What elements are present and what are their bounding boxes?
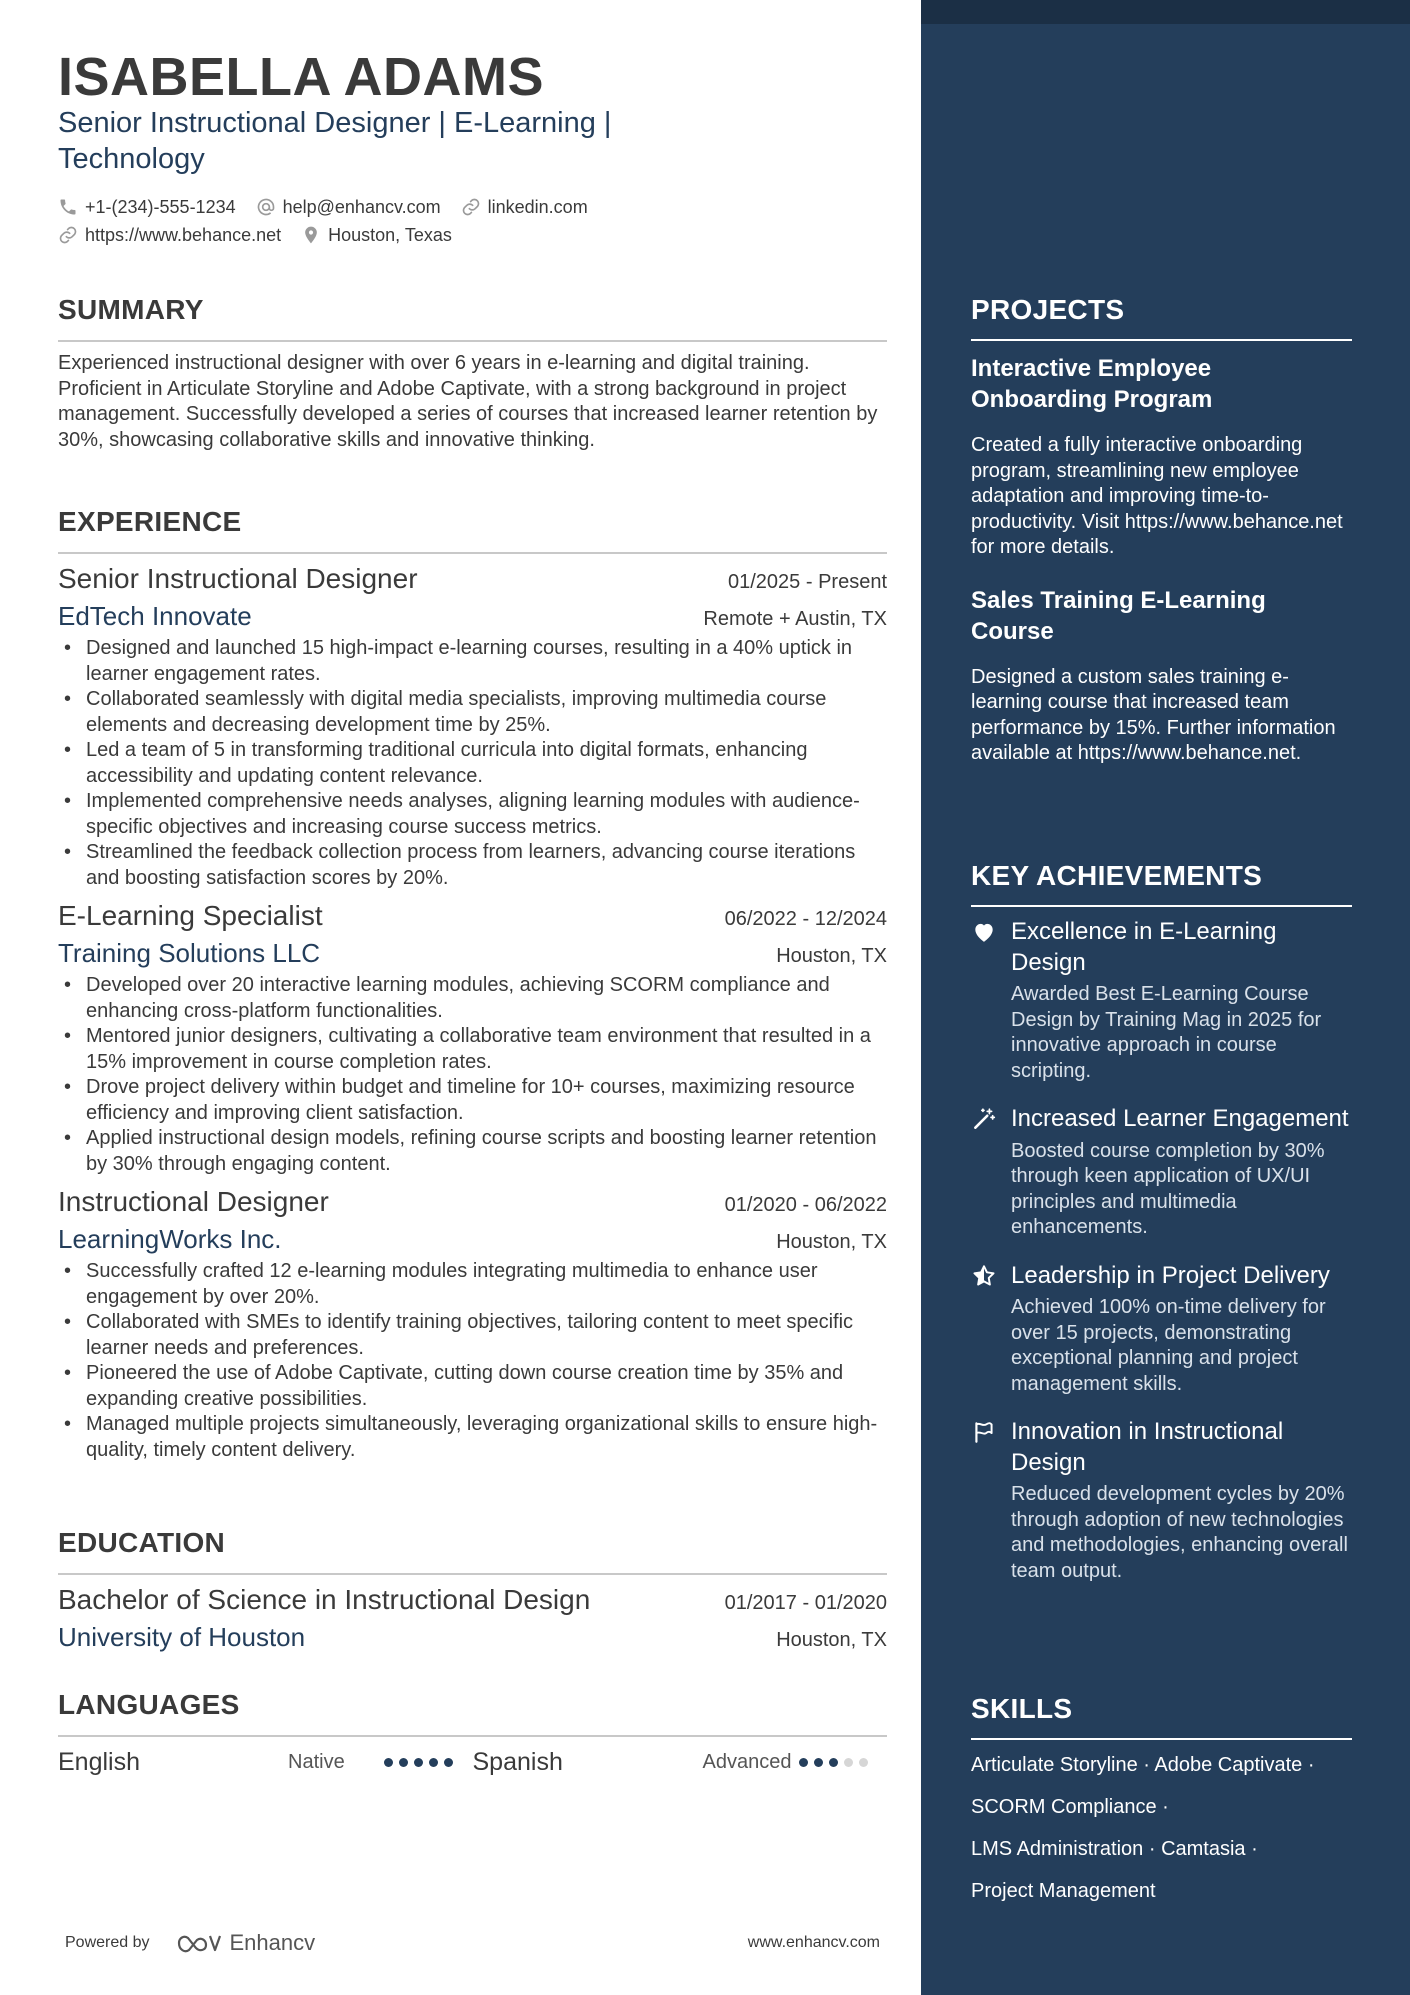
- at-icon: [256, 197, 276, 217]
- section-heading: EDUCATION: [58, 1527, 887, 1575]
- website-text: https://www.behance.net: [85, 224, 282, 245]
- rating-dot-filled: [444, 1758, 453, 1767]
- powered-by-label: Powered by: [65, 1934, 150, 1951]
- rating-dot-filled: [429, 1758, 438, 1767]
- job-bullet: • Managed multiple projects simultaneously, leveraging organizational skills to ensure high-quality, timely content delivery.: [58, 1412, 887, 1463]
- achievement-description: Awarded Best E-Learning Course Design by Training Mag in 2025 for innovative approach in course scripting.: [1011, 983, 1322, 1082]
- job-bullets: [58, 636, 887, 891]
- heart-icon: [971, 917, 1011, 1084]
- job-title: Senior Instructional Designer: [58, 563, 418, 594]
- skills-line: LMS Administration · Camtasia ·: [971, 1838, 1258, 1860]
- job-company: Training Solutions LLC: [58, 938, 321, 968]
- job-location: Houston, TX: [776, 945, 887, 967]
- education-location: Houston, TX: [776, 1629, 887, 1651]
- location-text: Houston, Texas: [328, 224, 452, 245]
- job-company: LearningWorks Inc.: [58, 1224, 282, 1254]
- education-dates: 01/2017 - 01/2020: [724, 1592, 887, 1614]
- candidate-name: ISABELLA ADAMS: [58, 47, 544, 107]
- achievement-description: Boosted course completion by 30% through keen application of UX/UI principles and multimedia enhancements.: [1011, 1139, 1325, 1238]
- project-title: Sales Training E-Learning Course: [971, 586, 1266, 645]
- section-heading: SUMMARY: [58, 294, 887, 342]
- location-pin-icon: [301, 225, 321, 245]
- contact-location: [301, 225, 452, 246]
- email-text: help@enhancv.com: [282, 196, 441, 217]
- project-description: Designed a custom sales training e-learning course that increased team performance by 15%. Further information available at https://www.behance.net.: [971, 665, 1336, 764]
- achievement-title: Increased Learner Engagement: [1011, 1105, 1349, 1132]
- degree: Bachelor of Science in Instructional Design: [58, 1584, 591, 1615]
- linkedin-text: linkedin.com: [487, 196, 588, 217]
- project-title: Interactive Employee Onboarding Program: [971, 355, 1213, 413]
- experience-section: [58, 506, 887, 1463]
- rating-dot-filled: [799, 1758, 808, 1767]
- rating-dot-filled: [384, 1758, 393, 1767]
- achievement-title: Innovation in Instructional Design: [1011, 1418, 1284, 1476]
- job-bullet: • Collaborated with SMEs to identify training objectives, tailoring content to meet specific learner needs and preferences.: [58, 1310, 887, 1361]
- magic-wand-icon: [971, 1104, 1011, 1241]
- contact-website[interactable]: [58, 225, 281, 246]
- project-description: Created a fully interactive onboarding program, streamlining new employee adaptation and improving time-to-productivity. Visit https://www.behance.net for more details.: [971, 434, 1343, 558]
- achievements-section: [971, 860, 1352, 1584]
- star-icon: [971, 1261, 1011, 1398]
- language-item: [58, 1748, 473, 1777]
- education-entry: [58, 1581, 887, 1655]
- job-bullet: • Successfully crafted 12 e-learning modules integrating multimedia to enhance user engagement by over 20%.: [58, 1259, 887, 1310]
- rating-dot-filled: [414, 1758, 423, 1767]
- section-heading: PROJECTS: [971, 294, 1352, 341]
- language-level: Native: [288, 1750, 345, 1773]
- headline: Senior Instructional Designer | E-Learning | Technology: [58, 107, 612, 175]
- achievement-item: [971, 1417, 1352, 1584]
- job-location: Houston, TX: [776, 1231, 887, 1253]
- job-dates: 01/2025 - Present: [728, 571, 887, 593]
- footer: [65, 1930, 880, 1956]
- job-bullet: • Applied instructional design models, refining course scripts and boosting learner retention by 30% through engaging content.: [58, 1126, 887, 1177]
- job-bullet: • Designed and launched 15 high-impact e-learning courses, resulting in a 40% uptick in learner engagement rates.: [58, 636, 887, 687]
- achievement-description: Achieved 100% on-time delivery for over 15 projects, demonstrating exceptional planning and project management skills.: [1011, 1296, 1326, 1395]
- brand-name: Enhancv: [229, 1930, 316, 1955]
- achievement-item: [971, 1104, 1352, 1241]
- flag-icon: [971, 1417, 1011, 1584]
- project-item: [971, 353, 1352, 561]
- skills-line: Project Management: [971, 1880, 1156, 1902]
- job-bullet: • Drove project delivery within budget and timeline for 10+ courses, maximizing resource efficiency and improving client satisfaction.: [58, 1075, 887, 1126]
- summary-text: Experienced instructional designer with over 6 years in e-learning and digital training. Proficient in Articulate Storyline and Adobe Captivate, with a strong background in project management. Successfully developed a series of courses that increased learner retention by 30%, showcasing collaborative skills and innovative thinking.: [58, 352, 878, 451]
- section-heading: SKILLS: [971, 1693, 1352, 1740]
- sidebar-top-band: [921, 0, 1410, 24]
- contact-phone[interactable]: [58, 197, 236, 218]
- summary-section: [58, 294, 887, 453]
- job-bullet: • Led a team of 5 in transforming traditional curricula into digital formats, enhancing accessibility and updating content relevance.: [58, 738, 887, 789]
- job-bullet: • Mentored junior designers, cultivating a collaborative team environment that resulted in a 15% improvement in course completion rates.: [58, 1024, 887, 1075]
- job-bullet: • Streamlined the feedback collection process from learners, advancing course iterations and boosting satisfaction scores by 20%.: [58, 840, 887, 891]
- skills-section: [971, 1693, 1352, 1912]
- job-bullet: • Developed over 20 interactive learning modules, achieving SCORM compliance and enhancing cross-platform functionalities.: [58, 973, 887, 1024]
- rating-dot-empty: [859, 1758, 868, 1767]
- language-name: English: [58, 1747, 140, 1776]
- phone-text: +1-(234)-555-1234: [85, 196, 236, 217]
- job-company: EdTech Innovate: [58, 601, 252, 631]
- language-rating: [384, 1758, 459, 1767]
- job-entry: [58, 560, 887, 891]
- achievement-title: Excellence in E-Learning Design: [1011, 918, 1277, 976]
- link-icon: [58, 225, 78, 245]
- project-item: [971, 585, 1352, 767]
- language-name: Spanish: [472, 1747, 563, 1776]
- education-section: [58, 1527, 887, 1655]
- section-heading: KEY ACHIEVEMENTS: [971, 860, 1352, 907]
- contact-email[interactable]: [256, 197, 441, 218]
- contact-info: [58, 193, 887, 249]
- language-level: Advanced: [702, 1750, 792, 1773]
- link-icon: [461, 197, 481, 217]
- achievement-item: [971, 1261, 1352, 1398]
- skills-line: Articulate Storyline · Adobe Captivate ·: [971, 1754, 1315, 1776]
- languages-section: [58, 1689, 887, 1777]
- footer-site[interactable]: www.enhancv.com: [747, 1934, 880, 1951]
- school: University of Houston: [58, 1622, 306, 1652]
- section-heading: EXPERIENCE: [58, 506, 887, 554]
- job-dates: 06/2022 - 12/2024: [724, 908, 887, 930]
- job-bullets: [58, 1259, 887, 1463]
- rating-dot-filled: [399, 1758, 408, 1767]
- brand-logo[interactable]: [176, 1930, 316, 1956]
- job-entry: [58, 1183, 887, 1463]
- skills-list: [971, 1744, 1352, 1912]
- job-location: Remote + Austin, TX: [703, 608, 887, 630]
- enhancv-logo-icon: [176, 1932, 222, 1954]
- sidebar: [921, 0, 1410, 1995]
- job-title: E-Learning Specialist: [58, 900, 323, 931]
- language-item: [473, 1748, 888, 1777]
- job-dates: 01/2020 - 06/2022: [724, 1194, 887, 1216]
- rating-dot-empty: [844, 1758, 853, 1767]
- language-rating: [799, 1758, 874, 1767]
- phone-icon: [58, 197, 78, 217]
- contact-linkedin[interactable]: [461, 197, 588, 218]
- job-entry: [58, 897, 887, 1177]
- job-bullets: [58, 973, 887, 1177]
- rating-dot-filled: [829, 1758, 838, 1767]
- projects-section: [971, 294, 1352, 767]
- job-bullet: • Implemented comprehensive needs analyses, aligning learning modules with audience-specific objectives and increasing course success metrics.: [58, 789, 887, 840]
- job-bullet: • Pioneered the use of Adobe Captivate, cutting down course creation time by 35% and expanding creative possibilities.: [58, 1361, 887, 1412]
- achievement-item: [971, 917, 1352, 1084]
- achievement-title: Leadership in Project Delivery: [1011, 1261, 1330, 1289]
- achievement-description: Reduced development cycles by 20% through adoption of new technologies and methodologies, enhancing overall team output.: [1011, 1483, 1348, 1582]
- job-title: Instructional Designer: [58, 1186, 329, 1217]
- job-bullet: • Collaborated seamlessly with digital media specialists, improving multimedia course elements and decreasing development time by 25%.: [58, 687, 887, 738]
- rating-dot-filled: [814, 1758, 823, 1767]
- section-heading: LANGUAGES: [58, 1689, 887, 1737]
- skills-line: SCORM Compliance ·: [971, 1796, 1169, 1818]
